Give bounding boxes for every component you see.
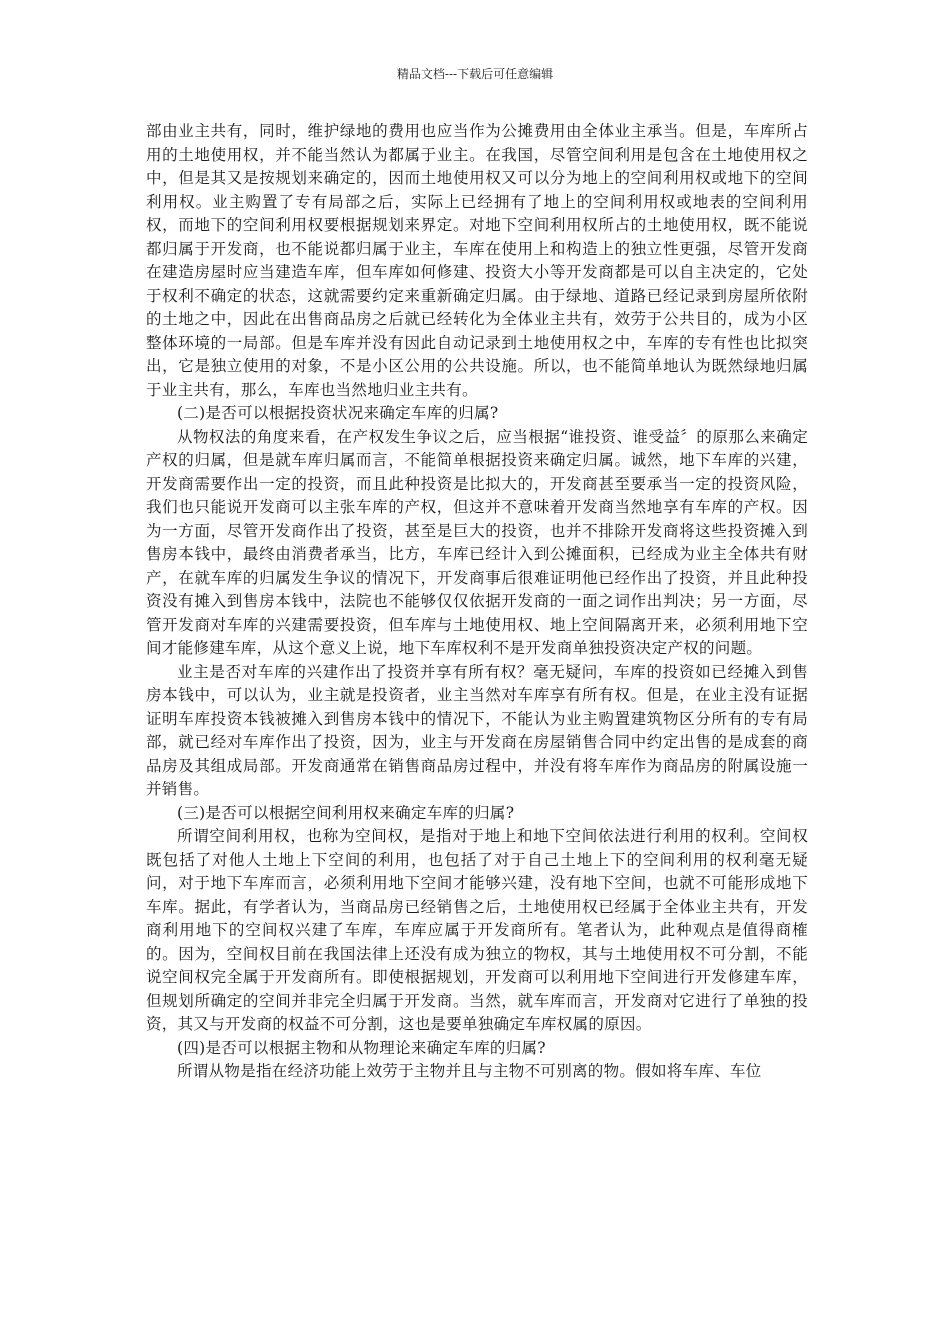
paragraph-continued: 部由业主共有，同时，维护绿地的费用也应当作为公摊费用由全体业主承当。但是，车库所占用的土地使用权，并不能当然认为都属于业主。在我国，尽管空间利用是包含在土地使用权之中，但是其又是按规划来确定的，因而土地使用权又可以分为地上的空间利用权或地下的空间利用权。业主购置了专有局部之后，实际上已经拥有了地上的空间利用权或地表的空间利用权，而地下的空间利用权要根据规划来界定。对地下空间利用权所占的土地使用权，既不能说都归属于开发商，也不能说都归属于业主，车库在使用上和构造上的独立性更强，尽管开发商在建造房屋时应当建造车库，但车库如何修建、投资大小等开发商都是可以自主决定的，它处于权利不确定的状态，这就需要约定来重新确定归属。由于绿地、道路已经记录到房屋所依附的土地之中，因此在出售商品房之后就已经转化为全体业主共有，效劳于公共目的，成为小区整体环境的一局部。但是车库并没有因此自动记录到土地使用权之中，车库的专有性也比拟突出，它是独立使用的对象，不是小区公用的公共设施。所以，也不能简单地认为既然绿地归属于业主共有，那么，车库也当然地归业主共有。	[146, 122, 808, 399]
paragraph-accessory: 所谓从物是指在经济功能上效劳于主物并且与主物不可别离的物。假如将车库、车位	[177, 1062, 762, 1080]
section-heading-3: (三)是否可以根据空间利用权来确定车库的归属?	[177, 803, 515, 822]
page-header: 精品文档---下载后可任意编辑	[396, 67, 554, 81]
paragraph-investment: 从物权法的角度来看，在产权发生争议之后，应当根据“谁投资、谁受益〞的原那么来确定产权的归属，但是就车库归属而言，不能简单根据投资来确定归属。诚然，地下车库的兴建，开发商需要作出一定的投资，而且此种投资是比拟大的，开发商甚至要承当一定的投资风险，我们也只能说开发商可以主张车库的产权，但这并不意味着开发商当然地享有车库的产权。因为一方面，尽管开发商作出了投资，甚至是巨大的投资，也并不排除开发商将这些投资摊入到售房本钱中，最终由消费者承当，比方，车库已经计入到公摊面积，已经成为业主全体共有财产，在就车库的归属发生争议的情况下，开发商事后很难证明他已经作出了投资，并且此种投资没有摊入到售房本钱中，法院也不能够仅仅依据开发商的一面之词作出判决；另一方面，尽管开发商对车库的兴建需要投资，但车库与土地使用权、地上空间隔离开来，必须利用地下空间才能修建车库，从这个意义上说，地下车库权利不是开发商单独投资决定产权的问题。	[146, 427, 808, 657]
paragraph-space-right: 所谓空间利用权，也称为空间权，是指对于地上和地下空间依法进行利用的权利。空间权既包括了对他人土地上下空间的利用，也包括了对于自己土地上下的空间利用的权利毫无疑问，对于地下车库而言，必须利用地下空间才能够兴建，没有地下空间，也就不可能形成地下车库。据此，有学者认为，当商品房已经销售之后，土地使用权已经属于全体业主共有，开发商利用地下的空间权兴建了车库，车库应属于开发商所有。笔者认为，此种观点是值得商榷的。因为，空间权目前在我国法律上还没有成为独立的物权，其与土地使用权不可分割，不能说空间权完全属于开发商所有。即使根据规划，开发商可以利用地下空间进行开发修建车库，但规划所确定的空间并非完全归属于开发商。当然，就车库而言，开发商对它进行了单独的投资，其又与开发商的权益不可分割，这也是要单独确定车库权属的原因。	[146, 827, 808, 1033]
section-heading-4: (四)是否可以根据主物和从物理论来确定车库的归属?	[177, 1038, 546, 1057]
paragraph-owner-investment: 业主是否对车库的兴建作出了投资并享有所有权？毫无疑问，车库的投资如已经摊入到售房本钱中，可以认为，业主就是投资者，业主当然对车库享有所有权。但是，在业主没有证据证明车库投资本钱被摊入到售房本钱中的情况下，不能认为业主购置建筑物区分所有的专有局部，就已经对车库作出了投资，因为，业主与开发商在房屋销售合同中约定出售的是成套的商品房及其组成局部。开发商通常在销售商品房过程中，并没有将车库作为商品房的附属设施一并销售。	[146, 662, 808, 798]
section-heading-2: (二)是否可以根据投资状况来确定车库的归属?	[177, 404, 499, 422]
document-body	[146, 120, 808, 1084]
